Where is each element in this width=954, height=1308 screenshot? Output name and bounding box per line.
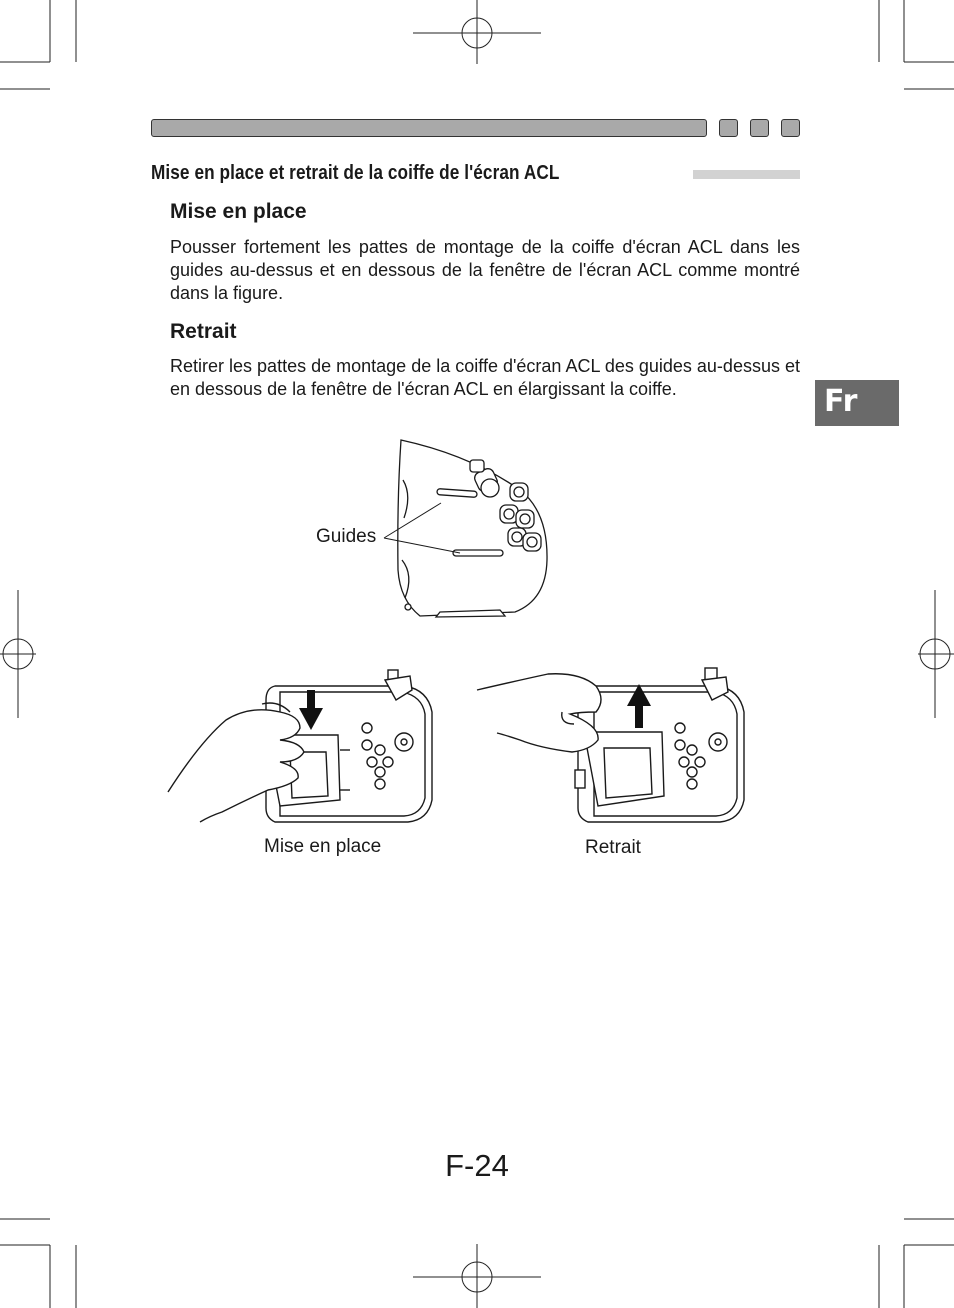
install-paragraph: Pousser fortement les pattes de montage de la coiffe d'écran ACL dans les guides au-dessus et en dessous de la fenêtre de l'écran ACL comme montré dans la figure. <box>170 237 800 303</box>
guides-label: Guides <box>316 526 377 547</box>
removal-caption: Retrait <box>585 837 641 858</box>
section-title: Mise en place et retrait de la coiffe de l'écran ACL <box>151 162 560 184</box>
page-number: F-24 <box>445 1148 509 1183</box>
removal-paragraph: Retirer les pattes de montage de la coiffe d'écran ACL des guides au-dessus et en dessous de la fenêtre de l'écran ACL en élargissant la coiffe. <box>170 356 800 399</box>
install-heading: Mise en place <box>170 200 307 223</box>
install-caption: Mise en place <box>264 836 382 857</box>
removal-heading: Retrait <box>170 320 237 343</box>
language-tab-label: Fr <box>824 384 858 419</box>
